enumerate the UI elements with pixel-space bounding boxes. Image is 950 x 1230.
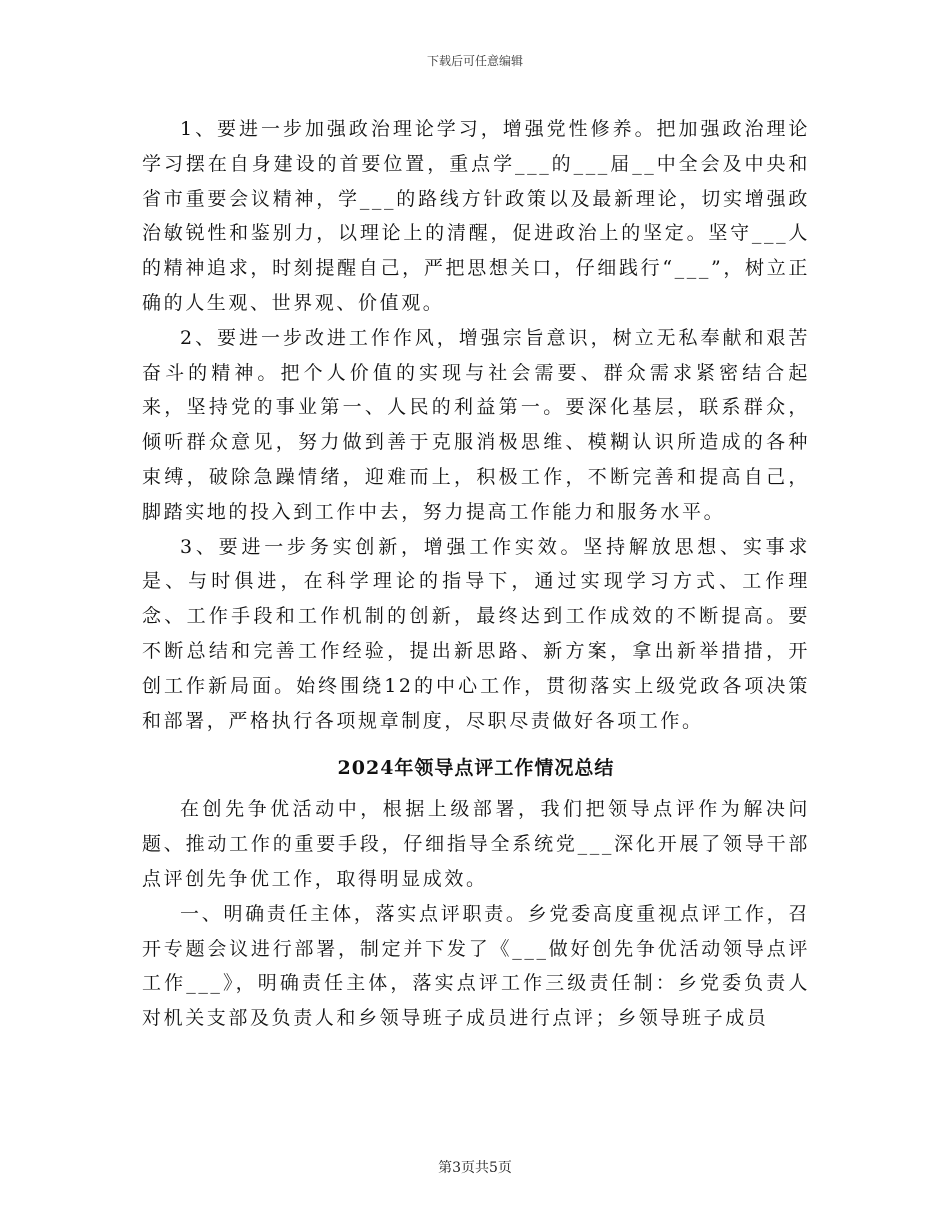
paragraph-item-1: 1、要进一步加强政治理论学习，增强党性修养。把加强政治理论学习摆在自身建设的首要位置，重点学___的___届__中全会及中央和省市重要会议精神，学___的路线方针政策以及最新理论，切实增强政治敏锐性和鉴别力，以理论上的清醒，促进政治上的坚定。坚守___人的精神追求，时刻提醒自己，严把思想关口，仔细践行“___”，树立正确的人生观、世界观、价值观。: [142, 118, 810, 314]
paragraph-item-2: 2、要进一步改进工作作风，增强宗旨意识，树立无私奉献和艰苦奋斗的精神。把个人价值的实现与社会需要、群众需求紧密结合起来，坚持党的事业第一、人民的利益第一。要深化基层，联系群众，倾听群众意见，努力做到善于克服消极思维、模糊认识所造成的各种束缚，破除急躁情绪，迎难而上，积极工作，不断完善和提高自己，脚踏实地的投入到工作中去，努力提高工作能力和服务水平。: [142, 326, 810, 523]
section-title: 2024年领导点评工作情况总结: [337, 757, 615, 780]
paragraph-section-one: 一、明确责任主体，落实点评职责。乡党委高度重视点评工作，召开专题会议进行部署，制定并下发了《___做好创先争优活动领导点评工作___》，明确责任主体，落实点评工作三级责任制：乡党委负责人对机关支部及负责人和乡领导班子成员进行点评；乡领导班子成员: [142, 902, 810, 1030]
paragraph-intro: 在创先争优活动中，根据上级部署，我们把领导点评作为解决问题、推动工作的重要手段，仔细指导全系统党___深化开展了领导干部点评创先争优工作，取得明显成效。: [142, 798, 810, 890]
paragraph-item-3: 3、要进一步务实创新，增强工作实效。坚持解放思想、实事求是、与时俱进，在科学理论的指导下，通过实现学习方式、工作理念、工作手段和工作机制的创新，最终达到工作成效的不断提高。要不断总结和完善工作经验，提出新思路、新方案，拿出新举措措，开创工作新局面。始终围绕12的中心工作，贯彻落实上级党政各项决策和部署，严格执行各项规章制度，尽职尽责做好各项工作。: [142, 535, 810, 732]
document-body: [142, 112, 810, 1036]
page-number: 第3页共5页: [438, 1160, 512, 1176]
page-header: 下载后可任意编辑: [426, 54, 523, 68]
